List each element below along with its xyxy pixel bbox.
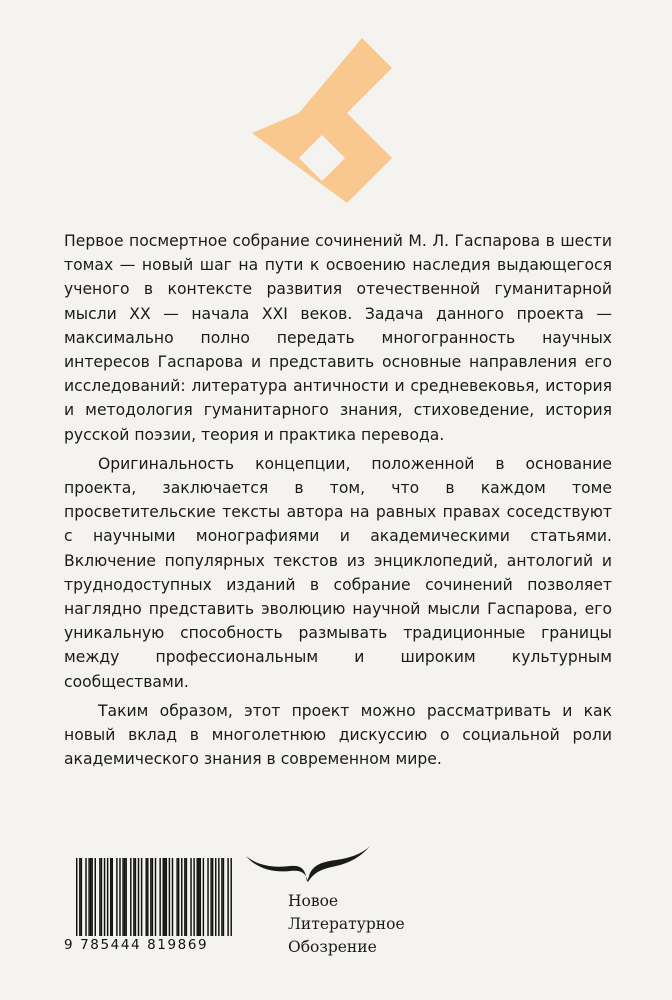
barcode-bar [95,858,96,936]
publisher-line-2: Литературное [288,915,405,933]
barcode-bar [152,858,153,936]
paragraph-1: Первое посмертное собрание сочинений М. Л. Гаспарова в шести томах — новый шаг на пути к освоению наследия выдающегося ученого в контексте развития отечественной гуманитарной мысли XX — начала XXI веков. Задача данного проекта — максимально полно передать многогранность научных интересов Гаспарова и представить основные направления его исследований: литература античности и средневековья, история и методология гуманитарного знания, стиховедение, история русской поэзии, теория и практика перевода. [64,232,612,444]
barcode-bar [91,858,92,936]
barcode-bar [178,858,179,936]
barcode-bar [193,858,194,936]
barcode-bar [116,858,117,936]
barcode-bar [212,858,213,936]
barcode-bar [207,858,208,936]
barcode-bar [90,858,91,936]
barcode-bar [218,858,219,936]
publisher-line-3: Обозрение [288,938,377,956]
barcode-bar [81,858,82,936]
barcode-bar [166,858,167,936]
barcode-bar [163,858,164,936]
barcode-bar [215,858,216,936]
barcode-bar [138,858,139,936]
paragraph-2: Оригинальность концепции, положенной в основание проекта, заключается в том, что в каждом томе просветительские тексты автора на равных правах соседствуют с научными монографиями и академическими статьями. Включение популярных текстов из энциклопедий, антологий и труднодоступных изданий в собрание сочинений позволяет наглядно представить эволюцию научной мысли Гаспарова, его уникальную способность размывать традиционные границы между профессиональным и широким культурным сообществами. [64,454,612,691]
publisher-name [288,890,405,959]
wave-stroke [246,846,370,882]
barcode-bar [159,858,160,936]
barcode-bar [200,858,201,936]
barcode-bar [133,858,134,936]
barcode-bar [130,858,131,936]
barcode-bar [203,858,204,936]
barcode-bar [147,858,148,936]
barcode-bar [85,858,86,936]
barcode-bar [184,858,185,936]
barcode-bar [99,858,100,936]
isbn-barcode [64,858,232,958]
barcode-bar [122,858,123,936]
barcode-bar [155,858,156,936]
barcode-bar [230,858,231,936]
barcode-bar [125,858,126,936]
barcode-bar [186,858,187,936]
barcode-bar [210,858,211,936]
barcode-bar [164,858,165,936]
publisher-wave-icon [246,846,370,882]
barcode-bar [150,858,151,936]
barcode-icon [76,858,232,936]
barcode-bar [169,858,170,936]
paragraph-3: Таким образом, этот проект можно рассматривать и как новый вклад в многолетнюю дискуссию о социальной роли академического знания в современном мире. [64,701,612,769]
barcode-bar [104,858,105,936]
annotation-text [64,229,612,771]
publisher-line-1: Новое [288,892,339,910]
barcode-bar [190,858,191,936]
barcode-bar [172,858,173,936]
barcode-bar [227,858,228,936]
barcode-bar [110,858,111,936]
barcode-digits: 9 785444 819869 [64,937,209,953]
barcode-bar [79,858,80,936]
barcode-bar [176,858,177,936]
barcode-bar [119,858,120,936]
barcode-bar [88,858,89,936]
barcode-bar [198,858,199,936]
barcode-bar [107,858,108,936]
orange-six-logo-icon [252,38,392,203]
barcode-bar [146,858,147,936]
barcode-bar [196,858,197,936]
barcode-bar [76,858,77,936]
barcode-bar [135,858,136,936]
publisher-block [246,846,436,976]
barcode-bar [101,858,102,936]
barcode-bar [141,858,142,936]
barcode-bar [221,858,222,936]
barcode-bar [124,858,125,936]
barcode-bar [181,858,182,936]
barcode-bar [112,858,113,936]
barcode-bar [223,858,224,936]
